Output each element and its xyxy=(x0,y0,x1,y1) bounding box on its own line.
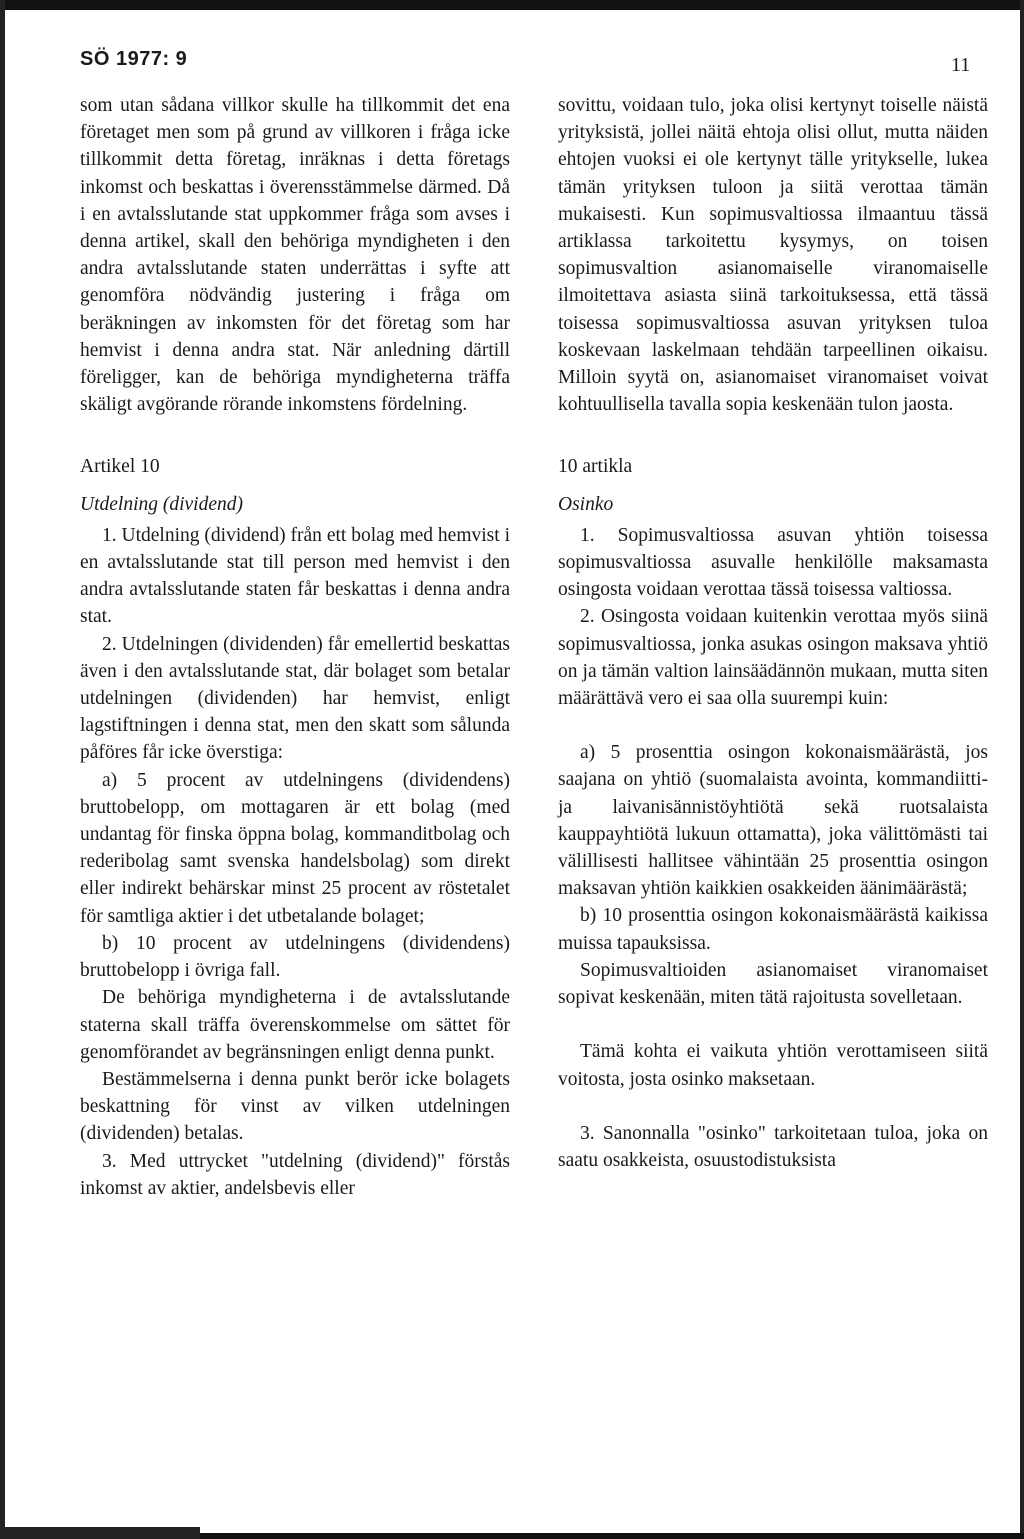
fi-intro-paragraph: sovittu, voidaan tulo, joka olisi kertynyt toiselle näistä yrityksistä, jollei näitä ehtoja olisi ollut, mutta näiden ehtojen vuoksi ei ole kertynyt tälle yritykselle, lukea tämän yrityksen tuloon ja siitä verottaa tämän mukaisesti. Kun sopimusvaltiossa ilmaantuu tässä artiklassa tarkoitettu kysymys, on toisen sopimusvaltion asianomaiselle viranomaiselle ilmoitettava asiasta siinä tarkoituksessa, että tässä toisessa sopimusvaltiossa asuvan yrityksen tuloa koskevaan laskelmaan tehdään tarpeellinen oikaisu. Milloin syytä on, asianomaiset viranomaiset voivat kohtuullisella tavalla sopia keskenään tulon jaosta. xyxy=(558,95,988,416)
fi-paragraph-scope: Tämä kohta ei vaikuta yhtiön verottamiseen siitä voitosta, josta osinko maksetaan. xyxy=(558,1041,988,1090)
fi-article-heading: 10 artikla xyxy=(558,456,633,478)
fi-item-a: a) 5 prosenttia osingon kokonaismäärästä, jos saajana on yhtiö (suomalaista avointa, kommandiitti- ja laivanisännistöyhtiötä sekä ruotsalaista kauppayhtiötä lukuun ottamatta), joka välittömästi tai välillisesti hallitsee vähintään 25 prosenttia osingon maksavan yhtiön kaikkien osakkeiden äänimäärästä; xyxy=(558,742,988,900)
sv-article-heading: Artikel 10 xyxy=(80,456,160,478)
page-number: 11 xyxy=(951,54,971,76)
finnish-column xyxy=(558,92,988,1174)
sv-section-3: 3. Med uttrycket "utdelning (dividend)" förstås inkomst av aktier, andelsbevis eller xyxy=(80,1150,510,1199)
fi-section-1: 1. Sopimusvaltiossa asuvan yhtiön toisessa sopimusvaltiossa asuvalle henkilölle maksamasta osingosta voidaan verottaa tässä toisessa valtiossa. xyxy=(558,524,988,601)
sv-item-b: b) 10 procent av utdelningens (dividendens) bruttobelopp i övriga fall. xyxy=(80,932,510,982)
sv-paragraph-agreement: De behöriga myndigheterna i de avtalsslutande staterna skall träffa överenskommelse om sättet för genomförandet av begränsningen enligt denna punkt. xyxy=(80,987,510,1063)
sv-paragraph-scope: Bestämmelserna i denna punkt berör icke bolagets beskattning för vinst av vilken utdelningen (dividenden) betalas. xyxy=(80,1068,510,1145)
fi-article-subheading: Osinko xyxy=(558,493,614,515)
document-reference: SÖ 1977: 9 xyxy=(80,48,188,70)
sv-section-1: 1. Utdelning (dividend) från ett bolag med hemvist i en avtalsslutande stat till person med hemvist i den andra avtalsslutande staten får beskattas i denna andra stat. xyxy=(80,524,510,628)
fi-section-3: 3. Sanonnalla "osinko" tarkoitetaan tuloa, joka on saatu osakkeista, osuustodistuksista xyxy=(558,1122,988,1171)
scan-top-border xyxy=(0,0,1024,10)
sv-item-a: a) 5 procent av utdelningens (dividendens) bruttobelopp, om mottagaren är ett bolag (med undantag för finska öppna bolag, kommanditbolag och rederibolag samt svenska handelsbolag) som direkt eller indirekt behärskar minst 25 procent av röstetalet för samtliga aktier i det utbetalande bolaget; xyxy=(80,769,510,927)
sv-article-subheading: Utdelning (dividend) xyxy=(80,493,243,515)
swedish-column xyxy=(80,92,510,1202)
sv-section-2: 2. Utdelningen (dividenden) får emellertid beskattas även i den avtalsslutande stat, där bolaget som betalar utdelningen (dividenden) har hemvist, enligt lagstiftningen i denna stat, men den skatt som sålunda påföres får icke överstiga: xyxy=(80,633,510,764)
fi-item-b: b) 10 prosenttia osingon kokonaismäärästä kaikissa muissa tapauksissa. xyxy=(558,905,988,954)
fi-paragraph-agreement: Sopimusvaltioiden asianomaiset viranomaiset sopivat keskenään, miten tätä rajoitusta sovelletaan. xyxy=(558,959,988,1009)
sv-intro-paragraph: som utan sådana villkor skulle ha tillkommit det ena företaget men som på grund av villkoren i fråga icke tillkommit detta företag, inräknas i detta företags inkomst och beskattas i överensstämmelse därmed. Då i en avtalsslutande stat uppkommer fråga som avses i denna artikel, skall den behöriga myndigheten i den andra avtalsslutande staten underrättas i syfte att genomföra nödvändig justering i fråga om beräkningen av inkomsten för det företag som har hemvist i denna andra stat. När anledning därtill föreligger, kan de behöriga myndigheterna träffa skäligt avgörande rörande inkomstens fördelning. xyxy=(80,95,510,416)
scan-corner-mark xyxy=(0,1527,200,1539)
scan-right-border xyxy=(1020,0,1024,1539)
scan-left-border xyxy=(0,0,5,1539)
fi-section-2: 2. Osingosta voidaan kuitenkin verottaa myös siinä sopimusvaltiossa, jonka asukas osingon maksava yhtiö on ja tämän valtion lainsäädännön mukaan, mutta siten määrättävä vero ei saa olla suurempi kuin: xyxy=(558,606,988,710)
